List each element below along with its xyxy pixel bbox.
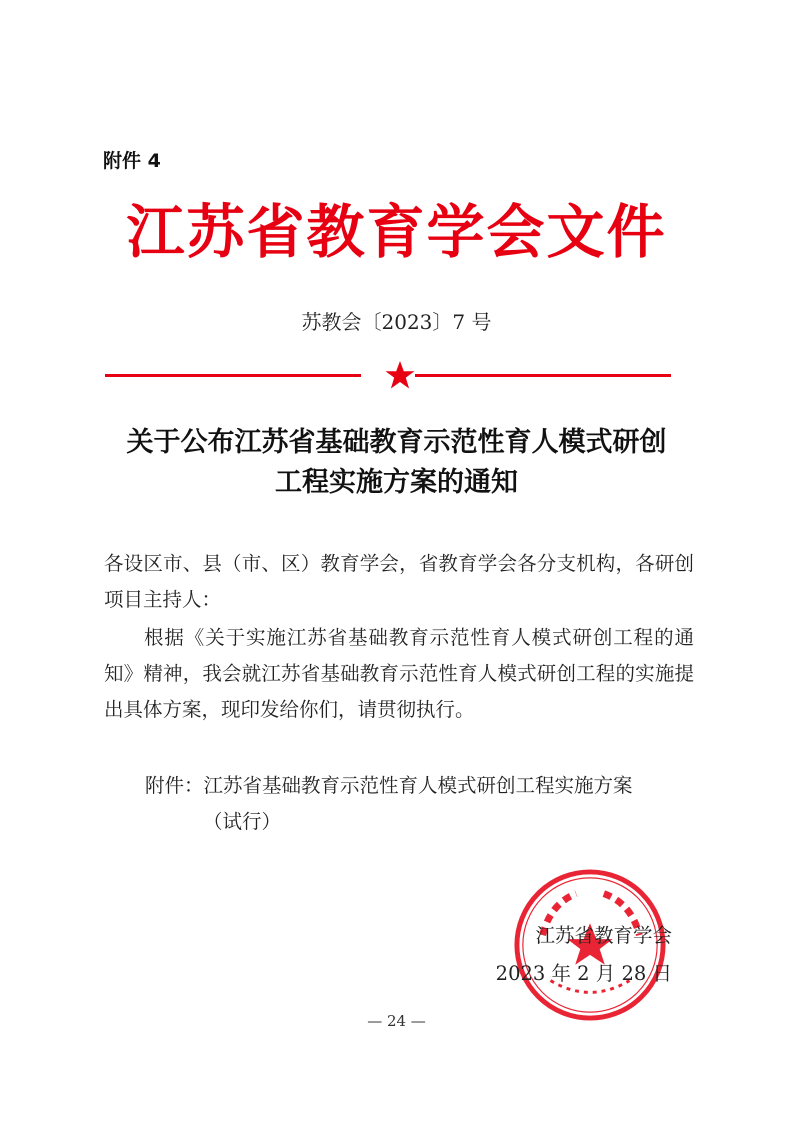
attachment-title: 江苏省基础教育示范性育人模式研创工程实施方案 (203, 774, 633, 797)
notice-title-line-1: 关于公布江苏省基础教育示范性育人模式研创 (126, 427, 667, 458)
attachment-note: （试行） (203, 810, 282, 833)
notice-title (80, 423, 713, 503)
salutation-text: 各设区市、县（市、区）教育学会，省教育学会各分支机构，各研创项目主持人： (104, 552, 694, 611)
notice-title-line-2: 工程实施方案的通知 (275, 467, 518, 498)
red-divider-right (415, 374, 671, 377)
issuing-organization: 江苏省教育学会 (535, 924, 672, 947)
salutation (104, 546, 694, 618)
issue-date: 2023 年 2 月 28 日 (495, 962, 672, 985)
main-paragraph-text: 根据《关于实施江苏省基础教育示范性育人模式研创工程的通知》精神，我会就江苏省基础教育示范性育人模式研创工程的实施提出具体方案，现印发给你们，请贯彻执行。 (104, 626, 694, 721)
document-number: 苏教会〔2023〕7 号 (301, 310, 492, 334)
red-divider-left (105, 374, 361, 377)
attachment-prefix: 附件： (145, 774, 204, 797)
red-star-icon (384, 360, 416, 390)
page-number: — 24 — (367, 1012, 426, 1030)
main-paragraph (104, 620, 694, 728)
masthead-title: 江苏省教育学会文件 (126, 198, 667, 266)
attachment-label: 附件 4 (103, 150, 161, 172)
attachment-reference (145, 768, 705, 840)
